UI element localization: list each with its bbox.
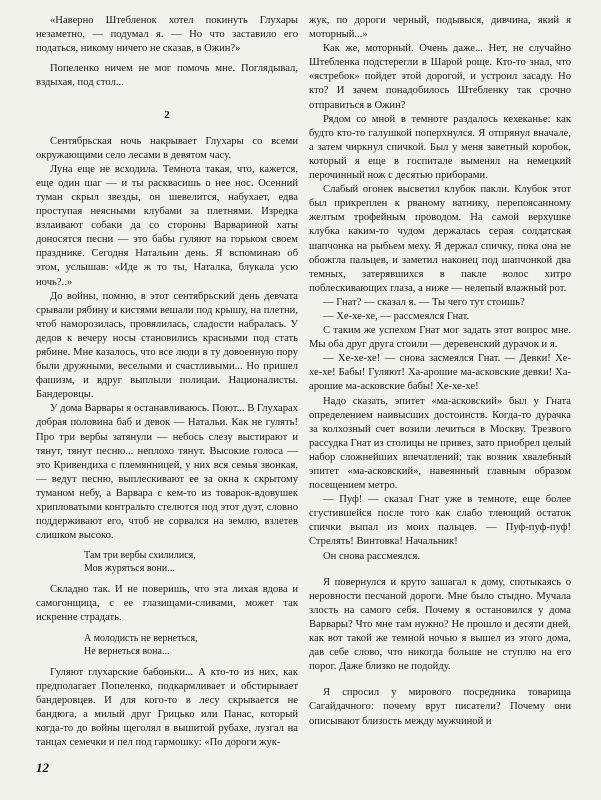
left-column [36, 14, 298, 750]
verse-line: А молодисть не вернеться, [84, 632, 198, 644]
paragraph: До войны, помню, в этот сентябрьский день девчата срывали рябину и кистями вешали под крышу, на плетни, чтоб наморозилась, провялилась, сладости набралась. У дедов к вечеру носы становились красными под стать рябине. Мне казалось, что все люди в ту довоенную пору были дружными, веселыми и счастливыми... Но пришел фашизм, и вдруг выплыли полицаи. Националисты. Бандеровцы. [36, 290, 298, 401]
paragraph: жук, по дороги черный, подывыся, дивчина, який я моторный...» [309, 15, 571, 41]
verse-line: Не вернеться вона... [84, 645, 170, 657]
paragraph: Луна еще не всходила. Темнота такая, что, кажется, еще один шаг — и ты расквасишь о нее нос. Осенний туман скрыл звезды, он шевелится, набухает, едва проступая неясными клубами за плетнями. Изредка взлаивают собаки да со стороны Варвариной хаты доносятся песни — это бабы гуляют на горьком своем празднике. Сегодня Натальин день. Я вспоминаю об этом, услышав: «Иде ж то ты, Наталка, блукала усю ночь?..» [36, 163, 298, 288]
paragraph: Гуляют глухарские бабоньки... А кто-то из них, как предполагает Попеленко, подкармливает и обстирывает бандеровцев. И для кого-то в лесу скрывается не бандюга, а милый друг Грицько или Панас, который когда-то до войны щеголял в вышитой рубахе, лузгал на танцах семечки и пел под гармошку: «По дороги жук- [36, 666, 298, 749]
paragraph: Я спросил у мирового посредника товарища Сагайдачного: почему врут писатели? Почему они описывают близость между мужчиной и [309, 687, 571, 727]
dialogue-line: — Хе-хе-хе! — снова засмеялся Гнат. — Девки! Хе-хе-хе! Бабы! Гуляют! Ха-арошие ма-асковские девки! Ха-арошие ма-асковские бабы! Хе-хе-хе! [309, 353, 571, 393]
song-verse [84, 632, 298, 658]
dialogue-line: — Гнат? — сказал я. — Ты чего тут стоишь? [323, 296, 525, 308]
paragraph: «Наверно Штебленок хотел покинуть Глухары незаметно, — подумал я. — Но что заставило его податься, никому ничего не сказав, в Ожин?» [36, 15, 298, 55]
paragraph: Слабый огонек высветил клубок пакли. Клубок этот был прикреплен к рваному ватнику, перепоясанному желтым трофейным проводом. На самой верхушке клубка каким-то чудом держалась серая солдатская шапчонка на рыбьем меху. Я держал спичку, пока она не обожгла пальцев, и заметил наконец под шапчонкой два темных, затерявшихся в пакле волос хитро поблескивающих глаза, а ниже — нелепый влажный рот. [309, 184, 571, 294]
paragraph: Он снова рассмеялся. [323, 550, 421, 562]
dialogue-line: — Хе-хе-хе, — рассмеялся Гнат. [323, 310, 470, 322]
page-number: 12 [36, 760, 49, 775]
dialogue-line: — Пуф! — сказал Гнат уже в темноте, еще более сгустившейся после того как слабо тлеющий остаток спички выпал из моих пальцев. — Пуф-пуф-пуф! Стрелять! Винтовка! Начальник! [309, 494, 571, 548]
right-column [309, 14, 571, 729]
song-verse [84, 549, 298, 575]
paragraph: Складно так. И не поверишь, что эта лихая вдова и самогонщица, с ее глазищами-сливами, может так искренне страдать. [36, 584, 298, 624]
paragraph: С таким же успехом Гнат мог задать этот вопрос мне. Мы оба друг друга стоили — деревенский дурачок и я. [309, 325, 571, 351]
paragraph: У дома Варвары я останавливаюсь. Поют... В Глухарах добрая половина баб и девок — Натальи. Как не гулять! Про три вербы затянули — небось слезу выстирают и тянут, тянут песню... неплохо тянут. Высокие голоса — это Кривендиха с племянницей, у них вся семья звонкая, — ведут песню, выплескивают ее за окна к скрытому туманом небу, а Варвара с кем-то из товарок-вдовушек хрипловатыми контральто стелются под этот дуэт, словно поддерживают его, чтоб не сорвался на землю, взлетев слишком высоко. [36, 403, 298, 542]
paragraph: Я повернулся и круто зашагал к дому, спотыкаясь о неровности песчаной дороги. Мне было стыдно. Мучала злость на самого себя. Почему я остановился у дома Варвары? Что мне там нужно? Не прошло и десяти дней, как вот такой же темной ночью я вышел из этого дома, дав себе слово, что никогда больше не ступлю на его порог. Даже близко не подойду. [309, 576, 571, 673]
section-number: 2 [164, 109, 170, 122]
paragraph: Надо сказать, эпитет «ма-асковский» был у Гната определением наивысших достоинств. Когда-то дурачка за колхозный счет возили лечиться в Москву. Трезвого рассудка Гнат из столицы не привез, зато приобрел целый набор сложнейших впечатлений; так возник хвалебный эпитет «ма-асковский», навеянный главным образом посещением метро. [309, 395, 571, 492]
verse-line: Там три вербы схилилися, [84, 550, 196, 562]
verse-line: Мов журяться вони... [84, 563, 175, 575]
paragraph: Рядом со мной в темноте раздалось кехеканье: как будто кто-то галушкой поперхнулся. Я отпрянул вначале, а затем чиркнул спичкой. Был у меня заветный коробок, который я еще в госпитале выменял на немецкий перочинный нож с десятью приборами. [309, 113, 571, 182]
paragraph: Сентябрьская ночь накрывает Глухары со всеми окружающими село лесами в девятом часу. [36, 135, 298, 161]
paragraph: Как же, моторный. Очень даже... Нет, не случайно Штебленка подстерегли в Шарой роще. Кто-то знал, что «ястребок» пойдет этой дорогой, и устроил засаду. Но кто? И зачем понадобилось Штебленку так срочно отправиться в Ожин? [309, 43, 571, 111]
paragraph: Попеленко ничем не мог помочь мне. Поглядывал, вздыхая, под стол... [36, 63, 298, 89]
